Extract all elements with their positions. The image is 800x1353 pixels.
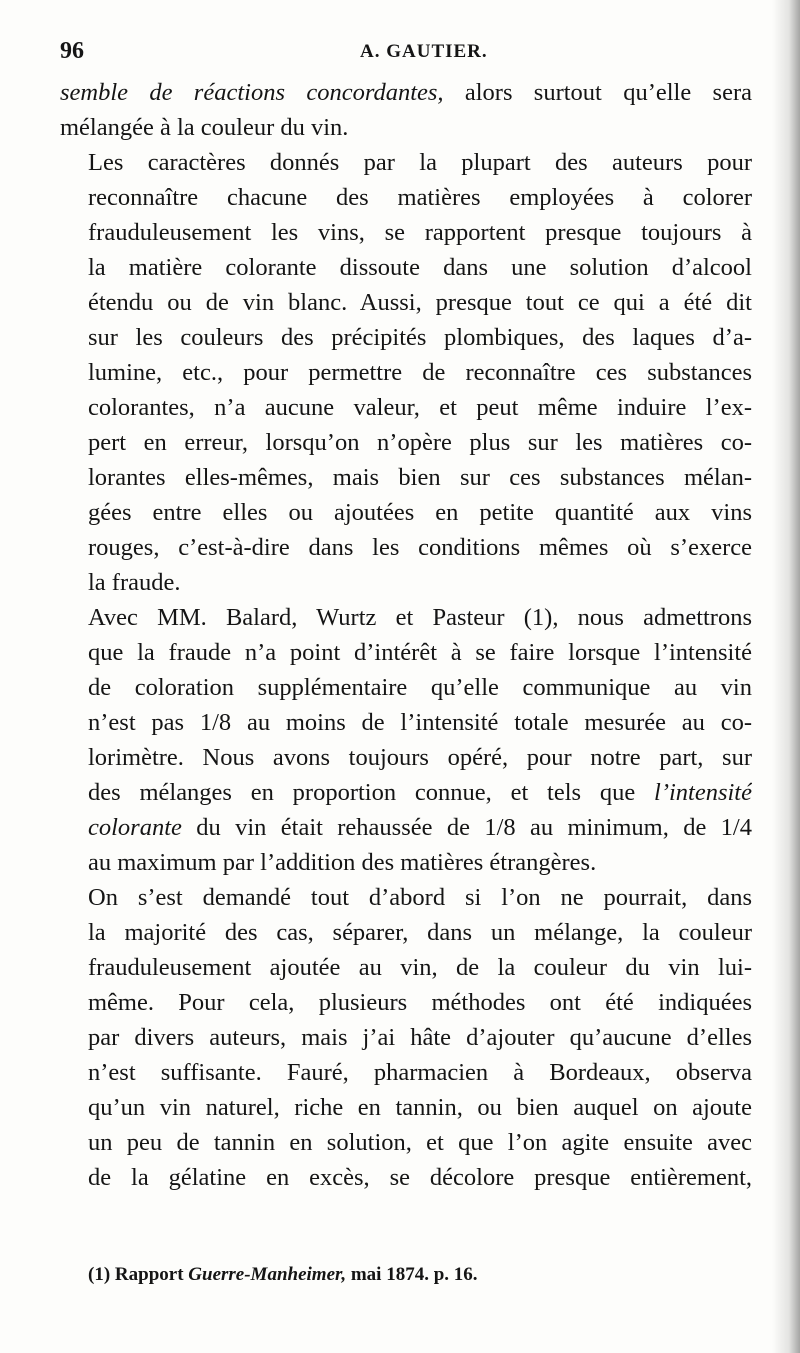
text-segment: Avec MM. Balard, Wurtz et Pasteur (1), nous admettrons	[88, 604, 752, 631]
italic-text: l’intensité	[654, 779, 752, 806]
text-segment: frauduleusement les vins, se rapportent presque toujours à	[88, 219, 752, 246]
text-segment: la majorité des cas, séparer, dans un mélange, la couleur	[88, 919, 752, 946]
text-segment: mélangée à la couleur du vin.	[60, 114, 349, 141]
text-segment: de coloration supplémentaire qu’elle communique au vin	[88, 674, 752, 701]
text-line	[60, 215, 752, 250]
text-line	[60, 915, 752, 950]
text-line	[60, 950, 752, 985]
text-line	[60, 425, 752, 460]
text-line	[60, 75, 752, 110]
text-line	[60, 635, 752, 670]
footnote	[88, 1264, 478, 1286]
text-line	[60, 145, 752, 180]
text-line	[60, 775, 752, 810]
text-segment: n’est suffisante. Fauré, pharmacien à Bordeaux, observa	[88, 1059, 752, 1086]
text-line	[60, 1090, 752, 1125]
page-number: 96	[60, 38, 84, 64]
text-segment: frauduleusement ajoutée au vin, de la couleur du vin lui-	[88, 954, 752, 981]
text-line	[60, 705, 752, 740]
text-segment: étendu ou de vin blanc. Aussi, presque tout ce qui a été dit	[88, 289, 752, 316]
footnote-title: Guerre-Manheimer,	[188, 1264, 347, 1285]
text-segment: reconnaître chacune des matières employées à colorer	[88, 184, 752, 211]
paragraph	[60, 880, 752, 1195]
paragraph	[60, 145, 752, 600]
running-head: A. GAUTIER.	[360, 41, 488, 62]
italic-text: colorante	[88, 814, 182, 841]
text-segment: lorantes elles-mêmes, mais bien sur ces substances mélan-	[88, 464, 752, 491]
text-line	[60, 250, 752, 285]
footnote-prefix: (1) Rapport	[88, 1264, 189, 1285]
text-line	[60, 1055, 752, 1090]
footnote-suffix: mai 1874. p. 16.	[346, 1264, 478, 1285]
text-segment: rouges, c’est-à-dire dans les conditions mêmes où s’exerce	[88, 534, 752, 561]
text-segment: alors surtout qu’elle sera	[443, 79, 752, 106]
italic-text: semble de réactions concordantes,	[60, 79, 444, 106]
text-line	[60, 985, 752, 1020]
text-segment: même. Pour cela, plusieurs méthodes ont été indiquées	[88, 989, 752, 1016]
text-line	[60, 565, 752, 600]
paragraph	[60, 600, 752, 880]
text-segment: n’est pas 1/8 au moins de l’intensité totale mesurée au co-	[88, 709, 752, 736]
text-segment: la fraude.	[88, 569, 181, 596]
text-segment: lorimètre. Nous avons toujours opéré, pour notre part, sur	[88, 744, 752, 771]
text-line	[60, 1125, 752, 1160]
text-line	[60, 390, 752, 425]
text-line	[60, 495, 752, 530]
body-text	[60, 75, 752, 1195]
text-segment: la matière colorante dissoute dans une solution d’alcool	[88, 254, 752, 281]
text-line	[60, 1160, 752, 1195]
text-segment: On s’est demandé tout d’abord si l’on ne pourrait, dans	[88, 884, 752, 911]
text-segment: par divers auteurs, mais j’ai hâte d’ajouter qu’aucune d’elles	[88, 1024, 752, 1051]
text-line	[60, 845, 752, 880]
text-line	[60, 880, 752, 915]
text-segment: des mélanges en proportion connue, et tels que	[88, 779, 655, 806]
text-segment: un peu de tannin en solution, et que l’on agite ensuite avec	[88, 1129, 752, 1156]
text-segment: Les caractères donnés par la plupart des auteurs pour	[88, 149, 752, 176]
text-line	[60, 530, 752, 565]
paragraph	[60, 75, 752, 145]
text-line	[60, 180, 752, 215]
page-header	[60, 38, 750, 68]
text-segment: au maximum par l’addition des matières étrangères.	[88, 849, 597, 876]
text-line	[60, 600, 752, 635]
text-line	[60, 810, 752, 845]
text-segment: du vin était rehaussée de 1/8 au minimum, de 1/4	[181, 814, 752, 841]
text-segment: gées entre elles ou ajoutées en petite quantité aux vins	[88, 499, 752, 526]
text-segment: colorantes, n’a aucune valeur, et peut même induire l’ex-	[88, 394, 752, 421]
text-segment: pert en erreur, lorsqu’on n’opère plus sur les matières co-	[88, 429, 752, 456]
text-segment: de la gélatine en excès, se décolore presque entièrement,	[88, 1164, 752, 1191]
text-line	[60, 355, 752, 390]
text-line	[60, 110, 752, 145]
text-line	[60, 285, 752, 320]
text-line	[60, 1020, 752, 1055]
text-line	[60, 670, 752, 705]
text-segment: lumine, etc., pour permettre de reconnaître ces substances	[88, 359, 752, 386]
page-edge-shadow	[772, 0, 800, 1353]
text-line	[60, 460, 752, 495]
text-segment: que la fraude n’a point d’intérêt à se faire lorsque l’intensité	[88, 639, 752, 666]
text-segment: sur les couleurs des précipités plombiques, des laques d’a-	[88, 324, 752, 351]
text-segment: qu’un vin naturel, riche en tannin, ou bien auquel on ajoute	[88, 1094, 752, 1121]
text-line	[60, 740, 752, 775]
text-line	[60, 320, 752, 355]
